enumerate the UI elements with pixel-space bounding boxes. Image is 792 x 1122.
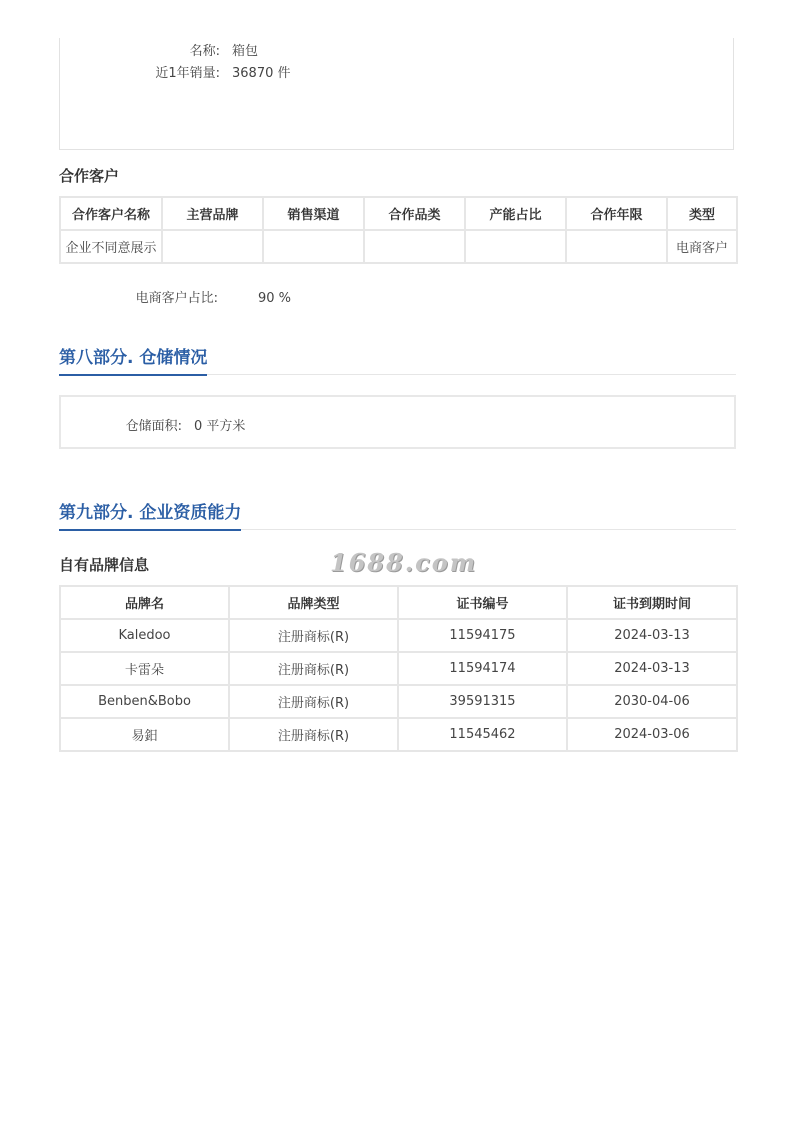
cert-no-cell: 11594175 (398, 619, 567, 652)
ecommerce-ratio-value: 90 % (258, 291, 292, 306)
brands-col-type: 品牌类型 (229, 586, 398, 619)
partners-col-brand: 主营品牌 (162, 197, 263, 230)
partners-header-row (60, 197, 737, 230)
table-row (60, 619, 737, 652)
table-row (60, 230, 737, 263)
table-cell: 电商客户 (667, 230, 737, 263)
brands-col-expiry: 证书到期时间 (567, 586, 737, 619)
table-cell (566, 230, 667, 263)
storage-value: 0 平方米 (194, 419, 246, 434)
partners-col-years: 合作年限 (566, 197, 667, 230)
partners-col-name: 合作客户名称 (60, 197, 162, 230)
partners-col-channel: 销售渠道 (263, 197, 364, 230)
partners-heading: 合作客户 (59, 167, 120, 185)
brands-heading: 自有品牌信息 (59, 556, 150, 574)
cert-no-cell: 39591315 (398, 685, 567, 718)
brand-type-cell: 注册商标(R) (229, 718, 398, 751)
table-cell (364, 230, 465, 263)
brand-name-cell: 易鈤 (60, 718, 229, 751)
expiry-cell: 2030-04-06 (567, 685, 737, 718)
table-row (60, 652, 737, 685)
product-sales-value: 36870 件 (232, 66, 291, 81)
brand-name-cell: Benben&Bobo (60, 685, 229, 718)
brand-name-cell: 卡雷朵 (60, 652, 229, 685)
brands-table (59, 585, 738, 752)
storage-label: 仓储面积: (125, 419, 182, 434)
product-sales-row (100, 62, 291, 81)
partners-col-type: 类型 (667, 197, 737, 230)
partners-table (59, 196, 738, 264)
brands-header-row (60, 586, 737, 619)
table-cell (465, 230, 566, 263)
table-row (60, 685, 737, 718)
partners-col-capacity: 产能占比 (465, 197, 566, 230)
expiry-cell: 2024-03-06 (567, 718, 737, 751)
product-name-value: 箱包 (232, 44, 259, 59)
product-sales-label: 近1年销量: (155, 66, 220, 81)
brand-type-cell: 注册商标(R) (229, 652, 398, 685)
ecommerce-ratio-row (100, 287, 291, 306)
expiry-cell: 2024-03-13 (567, 652, 737, 685)
product-name-label: 名称: (189, 44, 220, 59)
table-cell: 企业不同意展示 (60, 230, 162, 263)
table-row (60, 718, 737, 751)
product-name-row (100, 40, 258, 59)
brand-type-cell: 注册商标(R) (229, 685, 398, 718)
section9-title: 第九部分. 企业资质能力 (59, 498, 241, 531)
storage-row (100, 415, 245, 434)
expiry-cell: 2024-03-13 (567, 619, 737, 652)
ecommerce-ratio-label: 电商客户占比: (135, 291, 218, 306)
table-cell (162, 230, 263, 263)
brands-col-name: 品牌名 (60, 586, 229, 619)
section8-title: 第八部分. 仓储情况 (59, 343, 207, 376)
brand-name-cell: Kaledoo (60, 619, 229, 652)
brand-type-cell: 注册商标(R) (229, 619, 398, 652)
partners-col-category: 合作品类 (364, 197, 465, 230)
table-cell (263, 230, 364, 263)
cert-no-cell: 11594174 (398, 652, 567, 685)
cert-no-cell: 11545462 (398, 718, 567, 751)
watermark-logo: 1688.com (330, 548, 478, 577)
brands-col-cert-no: 证书编号 (398, 586, 567, 619)
